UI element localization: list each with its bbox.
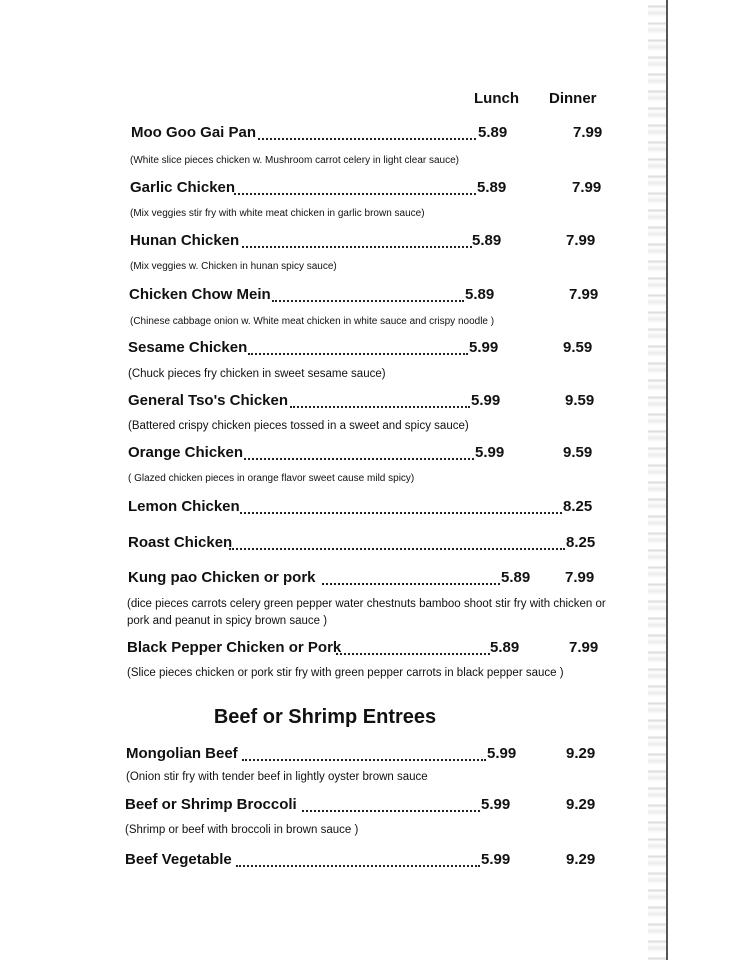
- item-name: Beef or Shrimp Broccoli: [125, 796, 297, 813]
- lunch-price: 5.99: [481, 796, 511, 813]
- item-description: (Chinese cabbage onion w. White meat chicken in white sauce and crispy noodle ): [130, 316, 495, 327]
- item-description: (Chuck pieces fry chicken in sweet sesame sauce): [128, 368, 386, 380]
- dinner-price: 9.59: [563, 444, 593, 461]
- dot-leader: [272, 288, 464, 302]
- menu-item-mongolian-beef: [126, 745, 238, 763]
- dot-leader: [242, 234, 472, 248]
- item-name: Kung pao Chicken or pork: [128, 569, 316, 586]
- menu-item-orange-chicken: [128, 444, 243, 462]
- menu-item-beef-vegetable: [125, 851, 232, 869]
- item-name: Garlic Chicken: [130, 179, 236, 196]
- lunch-price: 5.89: [490, 639, 520, 656]
- lunch-price: 5.99: [481, 851, 511, 868]
- lunch-price: 5.89: [478, 124, 508, 141]
- dinner-price: 7.99: [569, 639, 599, 656]
- item-price: 8.25: [566, 534, 596, 551]
- dinner-price: 9.59: [563, 339, 593, 356]
- scanned-page-edge: [648, 0, 668, 960]
- item-description: (Mix veggies stir fry with white meat chicken in garlic brown sauce): [130, 208, 425, 219]
- menu-item-kung-pao-chicken-or-pork: [128, 569, 316, 587]
- dinner-price: 7.99: [569, 286, 599, 303]
- item-name: Beef Vegetable: [125, 851, 232, 868]
- dot-leader: [290, 394, 470, 408]
- menu-item-roast-chicken: [128, 534, 232, 552]
- lunch-price: 5.89: [472, 232, 502, 249]
- dot-leader: [240, 500, 562, 514]
- lunch-column-header: Lunch: [474, 90, 519, 107]
- menu-item-hunan-chicken: [130, 232, 239, 250]
- item-name: Lemon Chicken: [128, 498, 240, 515]
- lunch-price: 5.99: [471, 392, 501, 409]
- item-name: General Tso's Chicken: [128, 392, 289, 409]
- menu-item-chicken-chow-mein: [129, 286, 271, 304]
- item-description: (Shrimp or beef with broccoli in brown sauce ): [125, 824, 359, 836]
- dot-leader: [229, 536, 565, 550]
- dot-leader: [244, 446, 474, 460]
- dot-leader: [322, 571, 500, 585]
- dot-leader: [248, 341, 468, 355]
- menu-item-black-pepper-chicken-or-pork: [127, 639, 341, 657]
- lunch-price: 5.99: [487, 745, 517, 762]
- dinner-price: 9.29: [566, 796, 596, 813]
- lunch-price: 5.99: [475, 444, 505, 461]
- item-name: Moo Goo Gai Pan: [131, 124, 257, 141]
- dinner-price: 7.99: [566, 232, 596, 249]
- item-description: (White slice pieces chicken w. Mushroom carrot celery in light clear sauce): [130, 155, 460, 166]
- item-name: Sesame Chicken: [128, 339, 248, 356]
- dinner-column-header: Dinner: [549, 90, 597, 107]
- menu-item-moo-goo-gai-pan: [131, 124, 256, 142]
- dot-leader: [236, 853, 480, 867]
- dinner-price: 9.29: [566, 851, 596, 868]
- dinner-price: 9.59: [565, 392, 595, 409]
- item-description: ( Glazed chicken pieces in orange flavor sweet cause mild spicy): [128, 473, 415, 484]
- item-description: (Battered crispy chicken pieces tossed in a sweet and spicy sauce): [128, 420, 469, 432]
- dinner-price: 9.29: [566, 745, 596, 762]
- item-name: Roast Chicken: [128, 534, 233, 551]
- item-description: (Onion stir fry with tender beef in lightly oyster brown sauce: [126, 771, 428, 783]
- lunch-price: 5.99: [469, 339, 499, 356]
- dinner-price: 7.99: [572, 179, 602, 196]
- item-description: (Slice pieces chicken or pork stir fry with green pepper carrots in black pepper sauce ): [127, 667, 564, 679]
- lunch-price: 5.89: [477, 179, 507, 196]
- item-description: (Mix veggies w. Chicken in hunan spicy sauce): [130, 261, 337, 272]
- dinner-price: 7.99: [565, 569, 595, 586]
- dot-leader: [336, 641, 490, 655]
- menu-item-sesame-chicken: [128, 339, 247, 357]
- dinner-price: 7.99: [573, 124, 603, 141]
- menu-item-beef-or-shrimp-broccoli: [125, 796, 297, 814]
- item-name: Mongolian Beef: [126, 745, 238, 762]
- item-name: Chicken Chow Mein: [129, 286, 271, 303]
- section-title-beef-shrimp: Beef or Shrimp Entrees: [213, 706, 437, 728]
- dot-leader: [258, 126, 476, 140]
- item-name: Black Pepper Chicken or Pork: [127, 639, 342, 656]
- item-name: Hunan Chicken: [130, 232, 240, 249]
- menu-item-general-tsos-chicken: [128, 392, 288, 410]
- item-name: Orange Chicken: [128, 444, 244, 461]
- item-price: 8.25: [563, 498, 593, 515]
- lunch-price: 5.89: [501, 569, 531, 586]
- menu-item-lemon-chicken: [128, 498, 240, 516]
- dot-leader: [302, 798, 480, 812]
- page-edge-line: [666, 0, 668, 960]
- dot-leader: [242, 747, 486, 761]
- lunch-price: 5.89: [465, 286, 495, 303]
- menu-item-garlic-chicken: [130, 179, 235, 197]
- dot-leader: [234, 181, 476, 195]
- item-description: (dice pieces carrots celery green pepper water chestnuts bamboo shoot stir fry with chicken or pork and peanut in spicy brown sauce ): [127, 598, 606, 627]
